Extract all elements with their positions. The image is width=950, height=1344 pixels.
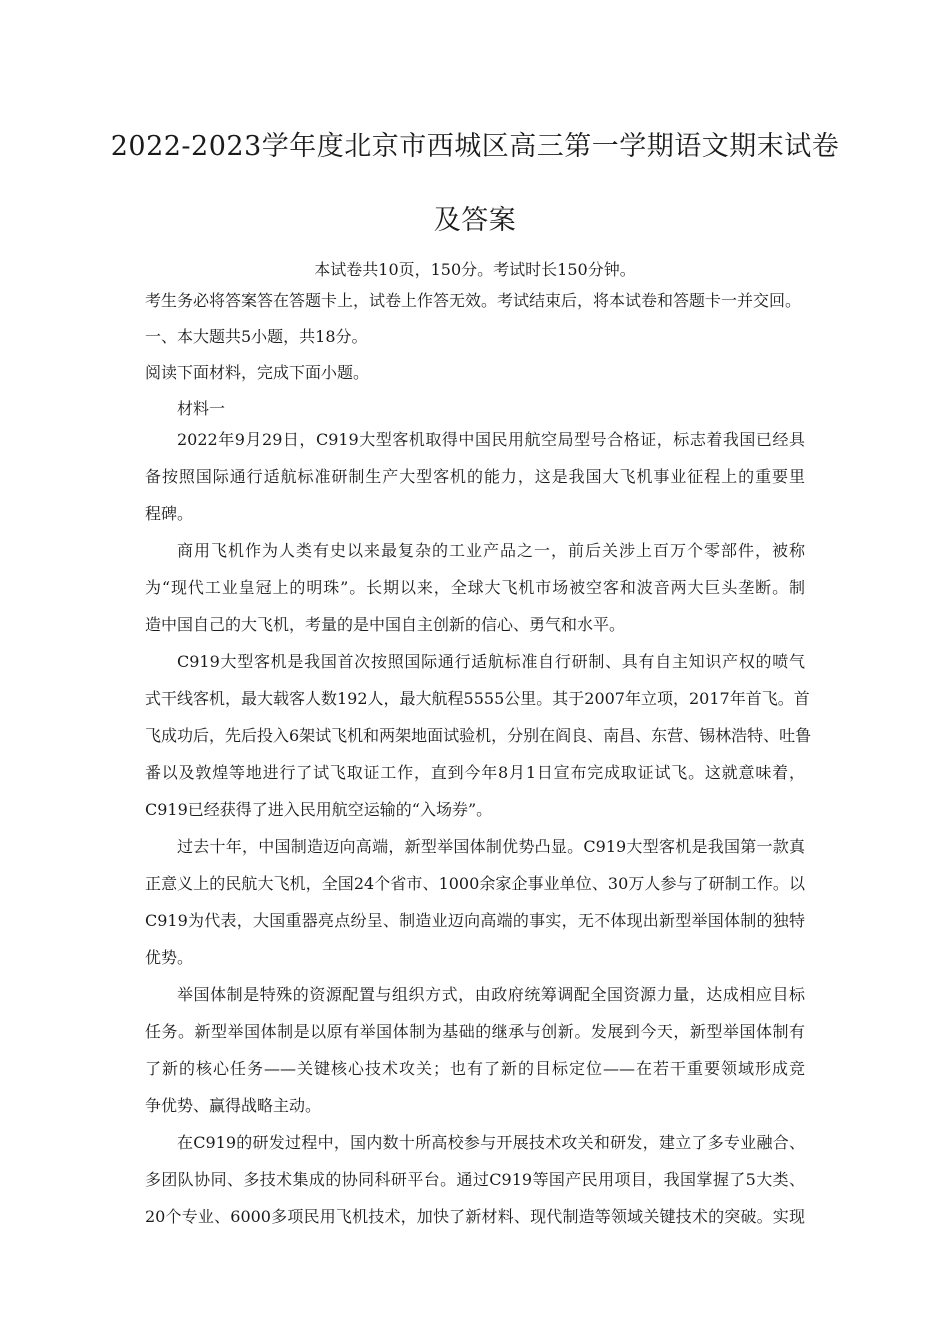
paragraph-line: 举国体制是特殊的资源配置与组织方式，由政府统筹调配全国资源力量，达成相应目标: [177, 985, 805, 1004]
paragraph-line: 20个专业、6000多项民用飞机技术，加快了新材料、现代制造等领域关键技术的突破。实现: [145, 1207, 805, 1226]
paragraph-line: 备按照国际通行适航标准研制生产大型客机的能力，这是我国大飞机事业征程上的重要里: [145, 467, 805, 486]
paragraph-line: 飞成功后，先后投入6架试飞机和两架地面试验机，分别在阎良、南昌、东营、锡林浩特、吐鲁: [145, 726, 812, 745]
paragraph-line: 2022年9月29日，C919大型客机取得中国民用航空局型号合格证，标志着我国已经具: [177, 430, 805, 449]
paragraph-line: 了新的核心任务——关键核心技术攻关；也有了新的目标定位——在若干重要领域形成竞: [145, 1059, 805, 1078]
section-heading: 一、本大题共5小题，共18分。: [145, 327, 368, 346]
exam-info: 本试卷共10页，150分。考试时长150分钟。: [314, 260, 636, 279]
material-label: 材料一: [177, 399, 226, 418]
paragraph-line: 正意义上的民航大飞机，全国24个省市、1000余家企事业单位、30万人参与了研制工作。以: [145, 874, 805, 893]
paragraph-line: C919已经获得了进入民用航空运输的“入场券”。: [145, 800, 493, 819]
paragraph-line: 在C919的研发过程中，国内数十所高校参与开展技术攻关和研发，建立了多专业融合、: [177, 1133, 805, 1152]
exam-instructions: 考生务必将答案答在答题卡上，试卷上作答无效。考试结束后，将本试卷和答题卡一并交回。: [145, 291, 802, 310]
paragraph-line: 过去十年，中国制造迈向高端，新型举国体制优势凸显。C919大型客机是我国第一款真: [177, 837, 805, 856]
paragraph-line: 造中国自己的大飞机，考量的是中国自主创新的信心、勇气和水平。: [145, 615, 626, 634]
paragraph-line: C919为代表，大国重器亮点纷呈、制造业迈向高端的事实，无不体现出新型举国体制的独特: [145, 911, 805, 930]
paragraph-line: 争优势、赢得战略主动。: [145, 1096, 322, 1115]
paragraph-line: 番以及敦煌等地进行了试飞取证工作，直到今年8月1日宣布完成取证试飞。这就意味着，: [145, 763, 805, 782]
document-title-line-2: 及答案: [433, 205, 517, 236]
reading-prompt: 阅读下面材料，完成下面小题。: [145, 363, 370, 382]
paragraph-line: 优势。: [145, 948, 194, 967]
paragraph-line: 式干线客机，最大载客人数192人，最大航程5555公里。其于2007年立项，2017年首飞。首: [145, 689, 810, 708]
paragraph-line: 程碑。: [145, 504, 194, 523]
paragraph-line: 为“现代工业皇冠上的明珠”。长期以来，全球大飞机市场被空客和波音两大巨头垄断。制: [145, 578, 805, 597]
paragraph-line: 商用飞机作为人类有史以来最复杂的工业产品之一，前后关涉上百万个零部件，被称: [177, 541, 805, 560]
paragraph-line: 多团队协同、多技术集成的协同科研平台。通过C919等国产民用项目，我国掌握了5大类、: [145, 1170, 805, 1189]
paragraph-line: C919大型客机是我国首次按照国际通行适航标准自行研制、具有自主知识产权的喷气: [177, 652, 805, 671]
paragraph-line: 任务。新型举国体制是以原有举国体制为基础的继承与创新。发展到今天，新型举国体制有: [145, 1022, 805, 1041]
document-title-line-1: 2022-2023学年度北京市西城区高三第一学期语文期末试卷: [110, 131, 840, 162]
